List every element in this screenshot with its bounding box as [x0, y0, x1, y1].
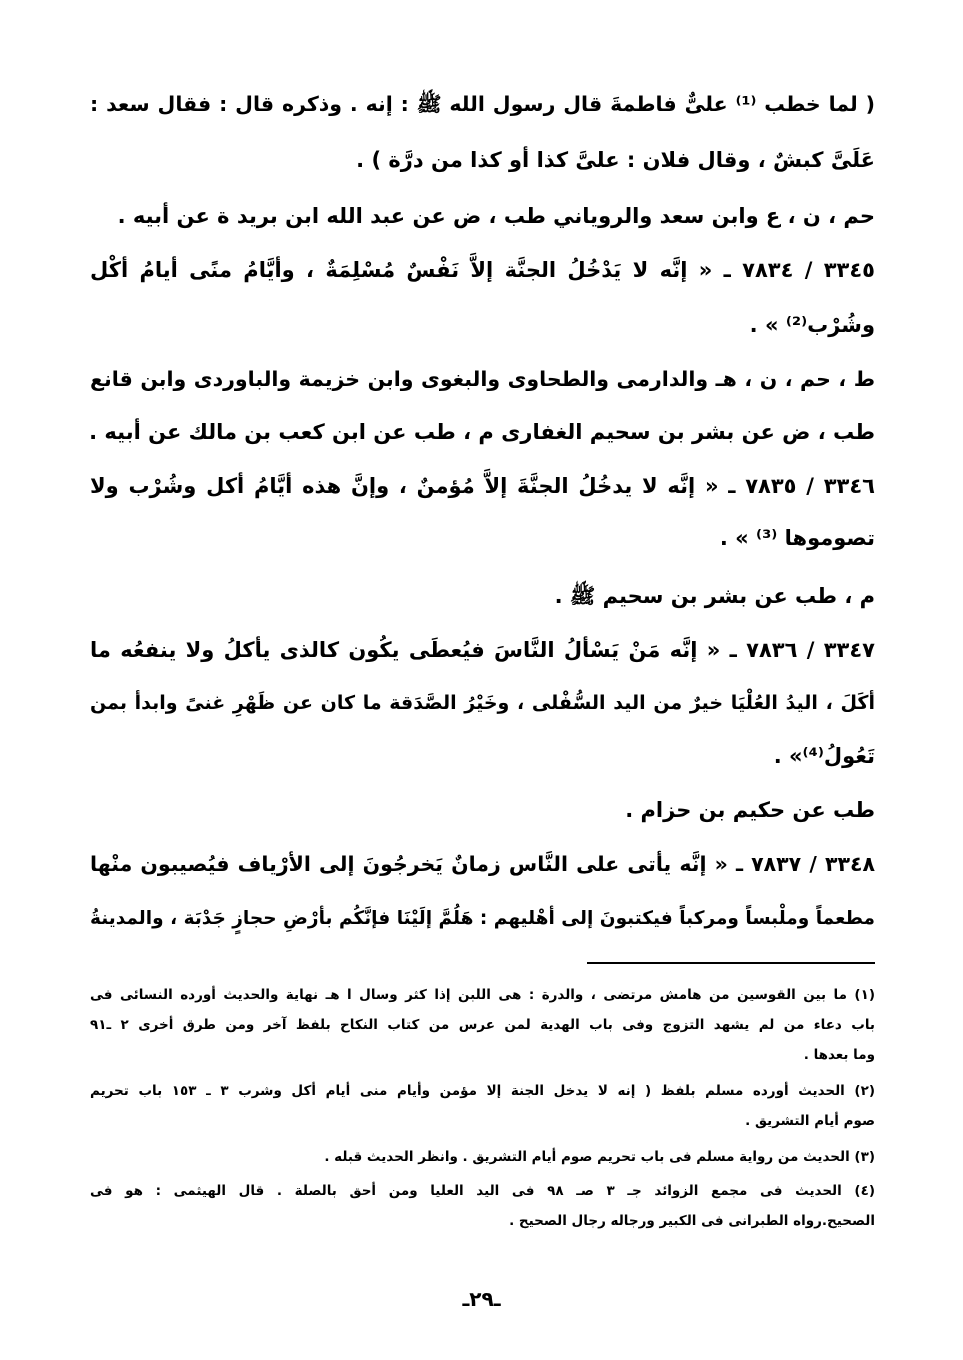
- footnote-line: (٣) الحديث من رواية مسلم فى باب تحريم صوم أيام التشريق . وانظر الحديث قبله .: [324, 1149, 875, 1165]
- footnote-line: وما بعدها .: [803, 1047, 875, 1063]
- footnote-line: صوم أيام التشريق .: [745, 1113, 875, 1129]
- body-line: طب عن حكيم بن حزام .: [625, 798, 875, 822]
- footnote-line: (٤) الحديث فى مجمع الزوائد جـ ٣ صـ ٩٨ فى اليد العليا ومن أحق بالصلة . قال الهيثمى : هو فى: [90, 1183, 875, 1199]
- body-line: طب ، ض عن بشر بن سحيم الغفارى م ، طب عن ابن كعب بن مالك عن أبيه .: [89, 420, 875, 444]
- body-line: تصوموها ⁽³⁾ » .: [719, 526, 875, 550]
- body-line: ( لما خطب ⁽¹⁾ علىٌّ فاطمةَ قال رسول الله ﷺ : إنه . وذكره قال : فقال سعد :: [90, 92, 875, 116]
- body-line: عَلَىَّ كبشٌ ، وقال فلان : علىَّ كذا أو كذا من درَّة ) .: [356, 148, 875, 172]
- body-line: ٣٣٤٥ / ٧٨٣٤ ـ « إنَّه لا يَدْخُلُ الجنَّة إلاَّ نَفْسٌ مُسْلِمَةٌ ، وأيَّامُ منًى أيامُ أكْل: [90, 258, 875, 282]
- footnote-line: (١) ما بين القوسين من هامش مرتضى ، والدرة : هى اللبن إذا كثر وسال ا هـ نهاية والحديث أورده النسائى فى: [90, 987, 875, 1003]
- page-number: ـ٢٩ـ: [462, 1287, 501, 1311]
- body-line: م ، طب عن بشر بن سحيم ﷺ .: [554, 584, 875, 608]
- body-line: مطعماً وملْبساً ومركباً فيكتبونَ إلى أهْليهم : هَلُمَّ إلَيْنَا فإنَّكُم بأرْضِ حجازٍ جَدْبَة ، والمدينةُ: [90, 908, 875, 929]
- body-line: تَعُولُ⁽⁴⁾» .: [773, 744, 875, 768]
- footnote-line: (٢) الحديث أورده مسلم بلفظ ( إنه لا يدخل الجنة إلا مؤمن وأيام منى أيام أكل وشرب ٣ ـ ١٥٣ باب تحريم: [90, 1083, 875, 1099]
- footnote-separator: [587, 962, 875, 964]
- body-line: وشُرْب⁽²⁾ » .: [749, 313, 875, 337]
- body-line: ٣٣٤٦ / ٧٨٣٥ ـ « إنَّه لا يدخُلُ الجنَّةَ إلاَّ مُؤمنٌ ، وإنَّ هذه أيَّامُ أكل وشُرْب ولا: [90, 474, 875, 498]
- body-line: ط ، حم ، ن ، هـ والدارمى والطحاوى والبغوى وابن خزيمة والباوردى وابن قانع: [90, 367, 875, 391]
- body-line: ٣٣٤٨ / ٧٨٣٧ ـ « إنَّه يأتى على النَّاس زمانٌ يَخرجُونَ إلى الأرْياف فيُصيبون منْها: [90, 852, 875, 876]
- body-line: حم ، ن ، ع وابن سعد والروياني طب ، ض عن عبد الله ابن بريد ة عن أبيه .: [117, 204, 875, 228]
- footnote-line: باب دعاء من لم يشهد التزوج وفى باب الهدية لمن عرس من كتاب النكاح بلفظ آخر ومن طرق أخرى ٢ ـ٩١: [90, 1017, 875, 1033]
- footnote-line: الصحيح.رواه الطبرانى فى الكبير ورجاله رجال الصحيح .: [509, 1213, 875, 1229]
- body-line: أكَلَ ، اليدُ العُلْيَا خيرٌ من اليد السُّفْلى ، وخَيْرُ الصَّدَقة ما كان عن ظَهْرِ غنىً وابدأ بمن: [90, 692, 875, 714]
- body-line: ٣٣٤٧ / ٧٨٣٦ ـ « إنَّه مَنْ يَسْألُ النَّاسَ فيُعطَى يكُون كالذى يأكلُ ولا ينفعُه ما: [90, 638, 875, 662]
